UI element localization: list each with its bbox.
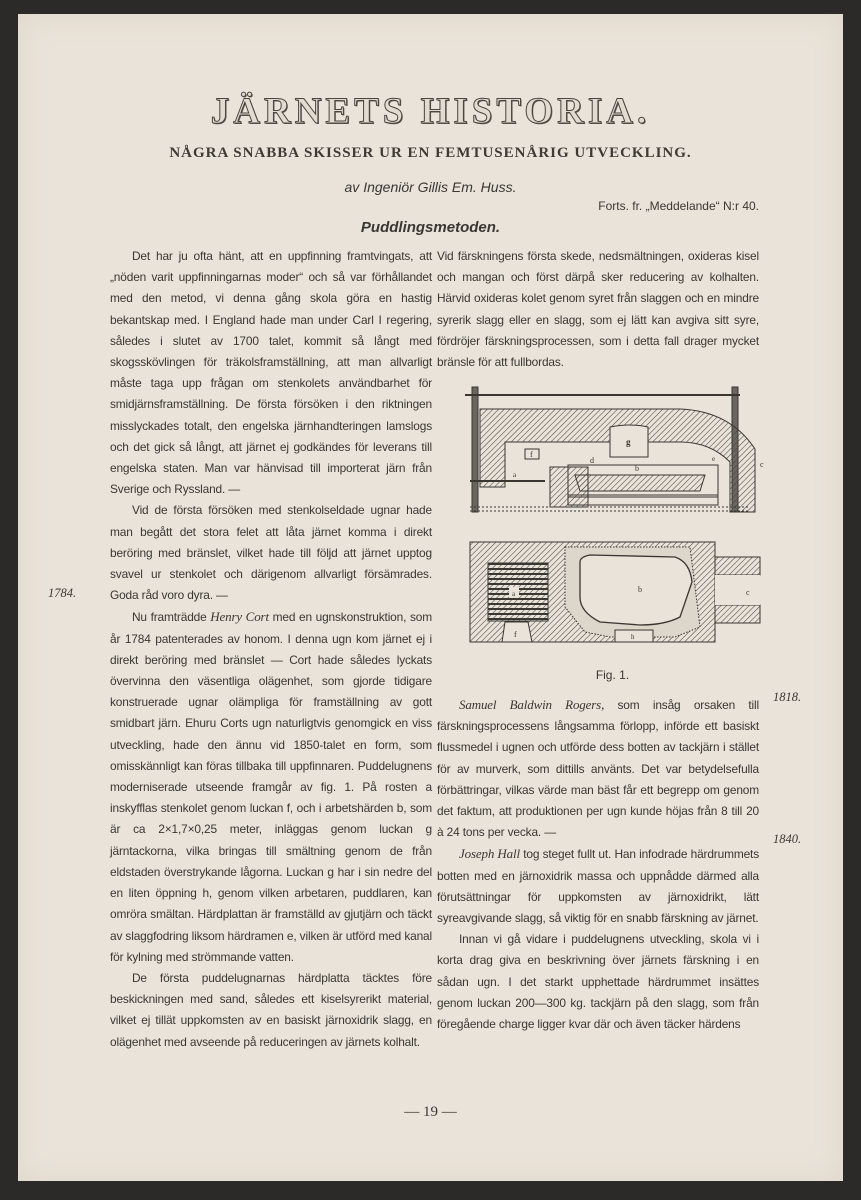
plan-label-f: f [514, 630, 517, 639]
label-a: a [513, 471, 517, 479]
plan-label-b: b [638, 585, 642, 594]
plan-label-a: a [512, 590, 516, 598]
paragraph: Innan vi gå vidare i puddelugnens utveckling, skola vi i korta drag giva en beskrivning över järnets färskning i en sådan ugn. I det starkt upphettade härdrummet insättes genom luckan 200—300 kg. tackjärn på den slagg, som från föregående charge ligger kvar där och även täcker härdens [437, 932, 759, 1032]
paragraph [437, 843, 759, 929]
label-d: d [590, 456, 594, 465]
continuation-note: Forts. fr. „Meddelande“ N:r 40. [598, 199, 759, 213]
person-name: Joseph Hall [459, 846, 520, 862]
label-c: c [760, 460, 764, 469]
plan-label-c: c [746, 588, 750, 597]
text-run: Nu framträdde [132, 610, 211, 625]
paragraph: De första puddelugnarnas härdplatta täcktes före beskickningen med sand, således ett kiselsyrerikt material, vilket ej tillät uppkomsten av en basiskt järnoxidrik slagg, en olägenhet med avseende på reduceringen av järnets kolhalt. [110, 970, 432, 1049]
section-title: Puddlingsmetoden. [360, 219, 501, 236]
paragraph: Vid de första försöken med stenkolseldade ugnar hade man begått det stora felet att låta järnet komma i direkt beröring med bränslet, vilket hade till följd att järnet upptog svavel ur stenkolet och därigenom allvarligt försämrades. Goda råd voro dyra. — [110, 503, 432, 603]
page-number: — 19 — [404, 1104, 457, 1120]
figure-puddling-furnace [450, 367, 775, 682]
right-column-top [437, 246, 759, 373]
text-run: som insåg orsaken till färskningsprocessens långsamma förlopp, införde ett basiskt flussmedel i ugnen och utförde dess botten av tackjärn i stället för av murverk, som dittills använts. Det var betydelsefulla förbättringar, vilkas värde man bäst får ett begrepp om genom det faktum, att produktionen per ugn kunde höjas från 8 till 20 à 24 tons per vecka. — [437, 698, 760, 840]
label-e: e [712, 455, 716, 463]
paragraph [437, 694, 759, 843]
margin-date-1784: 1784. [48, 586, 77, 600]
document-page [18, 14, 843, 1181]
right-column-bottom [437, 694, 759, 1035]
furnace-diagram [450, 367, 775, 667]
margin-date-1840: 1840. [773, 832, 802, 846]
plan-view [470, 542, 760, 642]
text-run: med en ugnskonstruktion, som år 1784 patenterades av honom. I denna ugn kom järnet ej i direkt beröring med bränslet — Cort hade således lyckats övervinna den väsentliga olägenhet, som gjorde tidigare konstruerade ugnar olämpliga för framställning av gott smidbart järn. Ehuru Corts ugn naturligtvis genomgick en viss utveckling, hade den ännu vid 1850-talet en form, som omisskännligt kan föras tillbaka till uppfinnaren. Puddelugnens moderniserade utseende framgår av fig. 1. På rosten a inskyfflas stenkolet genom luckan f, och i arbetshärden b, som är ca 2×1,7×0,25 meter, inläggas genom luckan g järntackorna, vilka bringas till smältning genom de från eldstaden överstrykande lågorna. Luckan g har i sin nedre del en liten öppning h, genom vilken arbetaren, puddlaren, kan omröra smältan. Härdplattan är framställd av gjutjärn och täckt av slaggfodring liksom härdramen e, vilken är utförd med kanal för kylning med strömmande vatten. [110, 610, 432, 964]
page-title: JÄRNETS HISTORIA. [210, 91, 651, 132]
person-name: Henry Cort [210, 609, 269, 625]
label-b: b [635, 464, 639, 473]
plan-label-h: h [631, 633, 635, 641]
text-run: tog steget fullt ut. Han infodrade härdrummets botten med en järnoxidrik massa och uppnådde därmed alla förutsättningar för uppkomsten av järnoxidrikt, lätt syreavgivande slagg, så viktig för en snabb färskning av järnet. [437, 847, 760, 926]
left-column [110, 246, 432, 1053]
paragraph: Vid färskningens första skede, nedsmältningen, oxideras kisel och mangan och först därpå sker reducering av kolhalten. Härvid oxideras kolet genom syret från slaggen och en mindre syrerik slagg eller en slagg, som ej lätt kan avgiva sitt syre, fördröjer färskningsprocessen, som i detta fall drager mycket bränsle för att fullbordas. [437, 249, 759, 370]
paragraph [110, 606, 432, 967]
paragraph: Det har ju ofta hänt, att en uppfinning framtvingats, att „nöden varit uppfinningarnas moder“ och så var förhållandet med den metod, vi denna gång skola göra en hastig bekantskap med. I England hade man under Carl I regering, således i slutet av 1700 talet, kommit så långt med skogsskövlingen för träkolsframställning, att man allvarligt måste taga upp frågan om stenkolets användbarhet för smidjärnsframställning. De första försöken i den riktningen misslyckades totalt, den engelska järnhandteringen lamslogs och det gick så långt, att järnet ej godkändes för leverans till engelska staten. Man var hänvisad till importerat järn från Sverige och Ryssland. — [110, 249, 432, 497]
figure-caption: Fig. 1. [595, 668, 630, 682]
page-subtitle: NÅGRA SNABBA SKISSER UR EN FEMTUSENÅRIG UTVECKLING. [169, 145, 692, 161]
person-name: Samuel Baldwin Rogers, [459, 697, 605, 712]
label-g: g [626, 437, 631, 447]
label-f: f [530, 450, 533, 459]
author-byline: av Ingeniör Gillis Em. Huss. [344, 179, 517, 195]
section-view [465, 387, 764, 512]
margin-date-1818: 1818. [773, 690, 802, 704]
